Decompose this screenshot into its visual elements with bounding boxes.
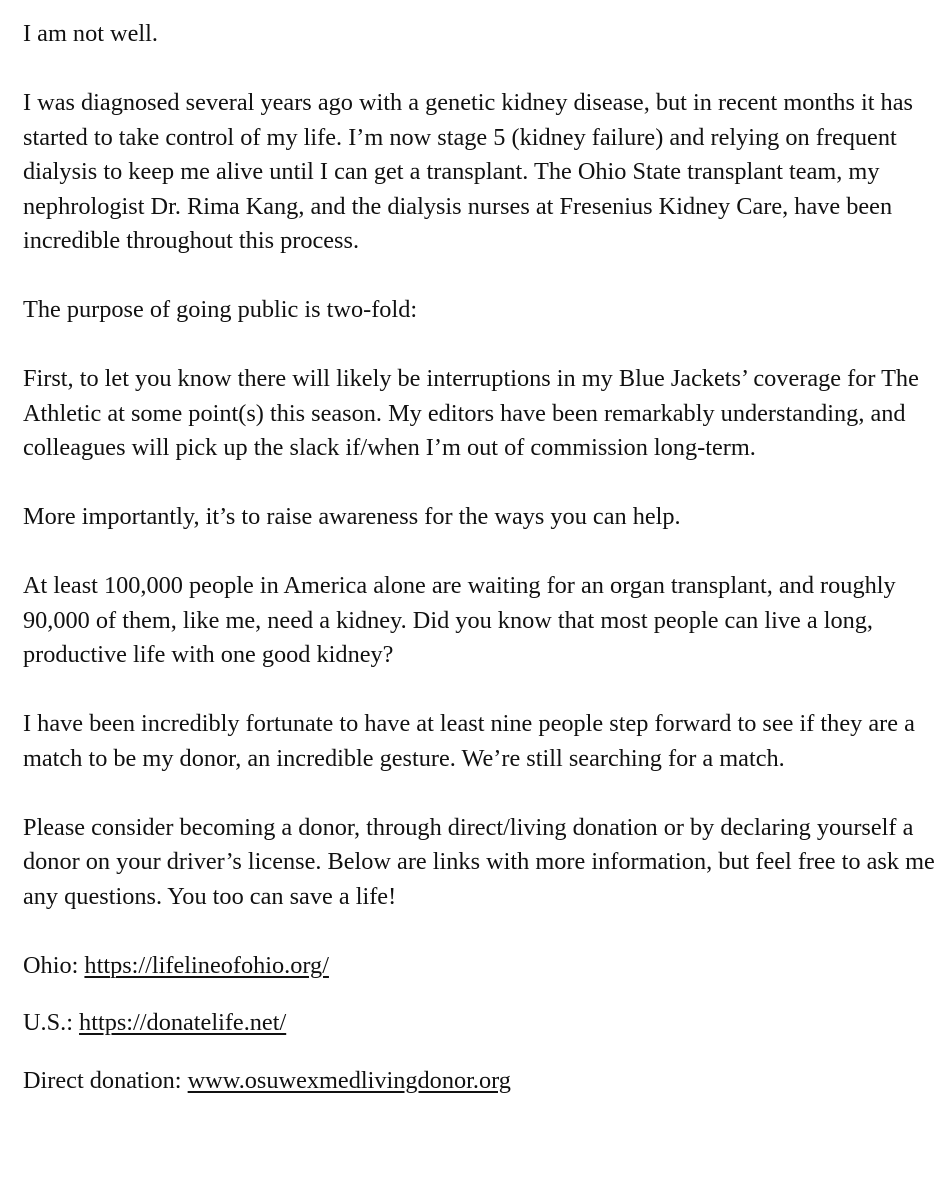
link-line-us xyxy=(23,1006,935,1041)
link-direct-donation[interactable]: www.osuwexmedlivingdonor.org xyxy=(187,1066,511,1094)
link-label-ohio: Ohio: xyxy=(23,951,85,979)
paragraph-purpose: The purpose of going public is two-fold: xyxy=(23,296,418,323)
paragraph-awareness: More importantly, it’s to raise awareness for the ways you can help. xyxy=(23,503,681,530)
link-label-us: U.S.: xyxy=(23,1009,80,1036)
paragraph-call-to-action: Please consider becoming a donor, through direct/living donation or by declaring yourself a donor on your driver’s license. Below are links with more information, but feel free to ask me any questions. You too can save a life! xyxy=(23,813,935,910)
paragraph-diagnosis: I was diagnosed several years ago with a genetic kidney disease, but in recent months it has started to take control of my life. I’m now stage 5 (kidney failure) and relying on frequent dialysis to keep me alive until I can get a transplant. The Ohio State transplant team, my nephrologist Dr. Rima Kang, and the dialysis nurses at Fresenius Kidney Care, have been incredible throughout this process. xyxy=(23,89,913,254)
link-ohio[interactable]: https://lifelineofohio.org/ xyxy=(84,951,329,979)
document-body xyxy=(23,17,935,1098)
link-line-direct xyxy=(23,1064,935,1099)
link-label-direct: Direct donation: xyxy=(23,1066,188,1094)
link-us[interactable]: https://donatelife.net/ xyxy=(79,1009,287,1036)
paragraph-coverage: First, to let you know there will likely be interruptions in my Blue Jackets’ coverage for The Athletic at some point(s) this season. My editors have been remarkably understanding, and colleagues will pick up the slack if/when I’m out of commission long-term. xyxy=(23,365,919,461)
paragraph-statistics: At least 100,000 people in America alone are waiting for an organ transplant, and roughly 90,000 of them, like me, need a kidney. Did you know that most people can live a long, productive life with one good kidney? xyxy=(23,572,896,668)
paragraph-opening: I am not well. xyxy=(23,20,158,47)
paragraph-donor-search: I have been incredibly fortunate to have at least nine people step forward to see if they are a match to be my donor, an incredible gesture. We’re still searching for a match. xyxy=(23,710,915,772)
link-line-ohio xyxy=(23,949,935,984)
